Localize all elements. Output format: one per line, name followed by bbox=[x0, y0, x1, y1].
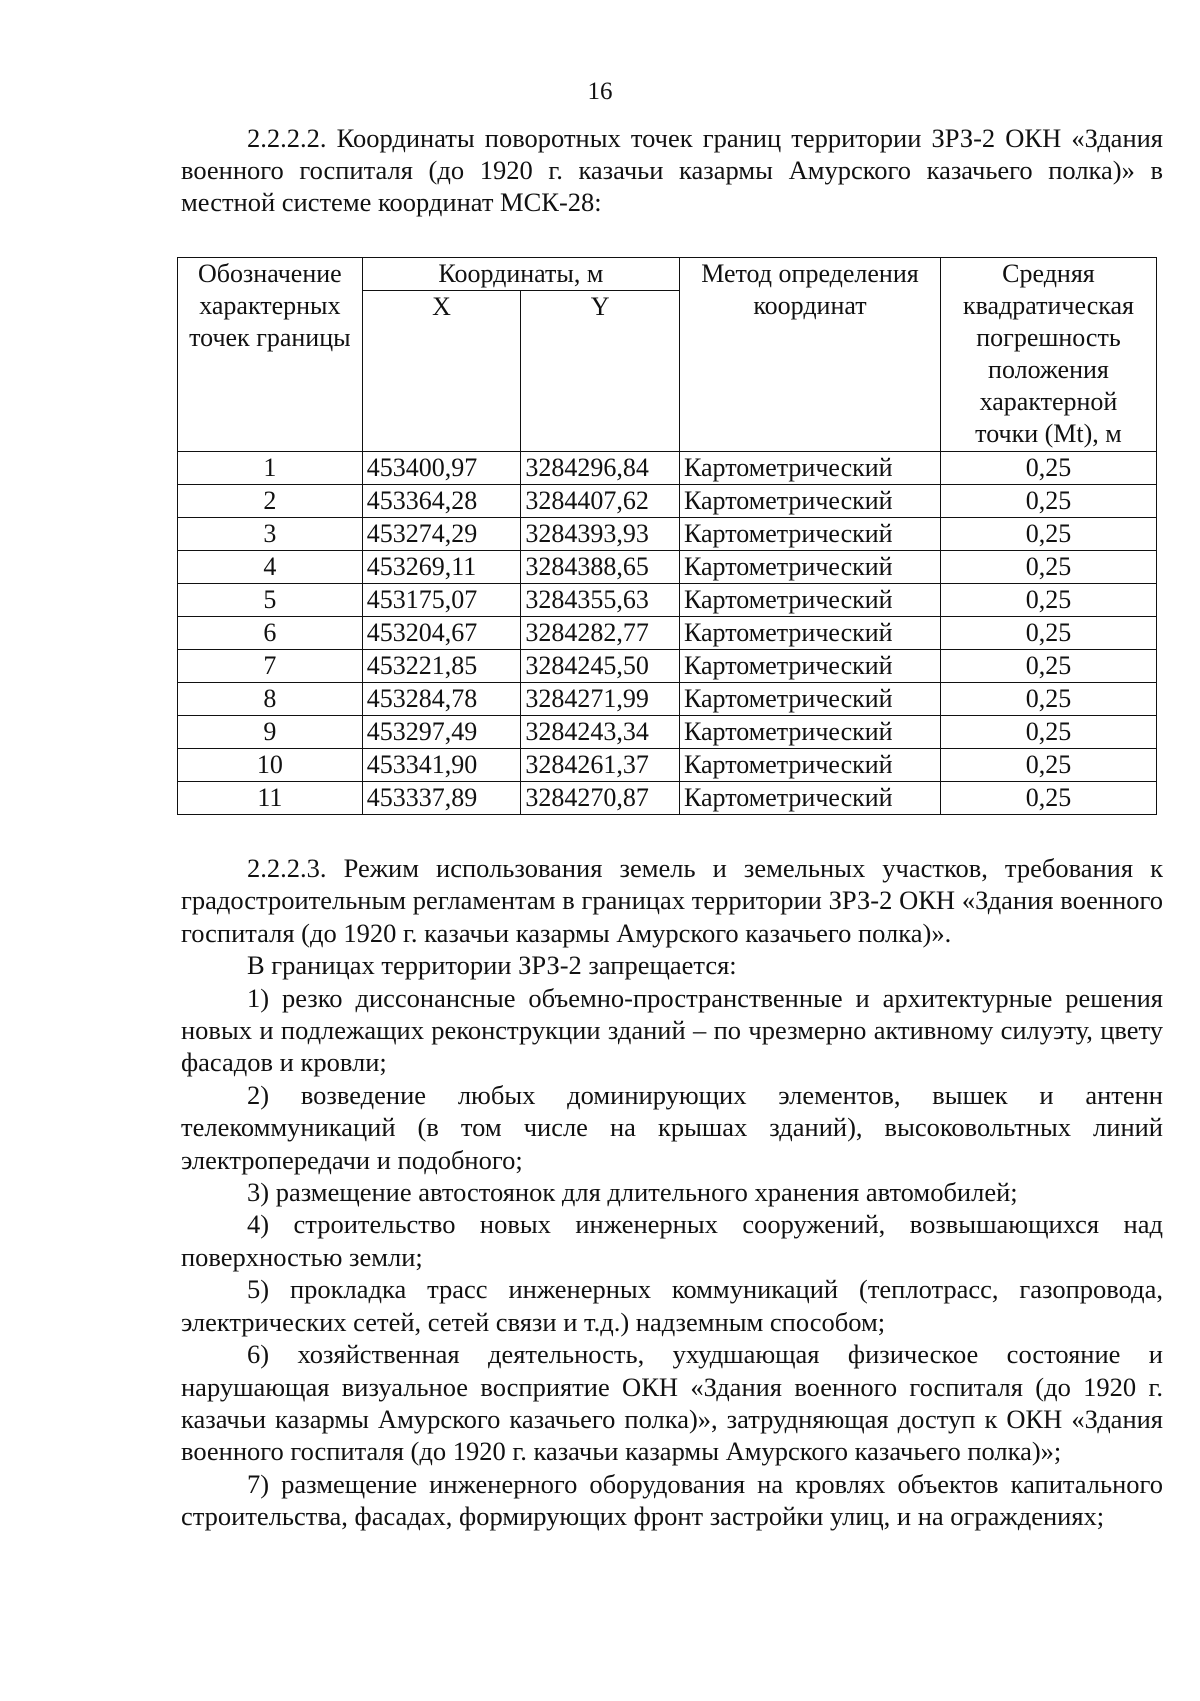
cell-y: 3284282,77 bbox=[521, 617, 680, 650]
regulations-section bbox=[181, 852, 1163, 1533]
cell-error: 0,25 bbox=[940, 683, 1156, 716]
cell-point-id: 6 bbox=[178, 617, 363, 650]
coordinates-table-body bbox=[178, 452, 1157, 815]
header-coordinates: Координаты, м bbox=[362, 258, 679, 291]
cell-point-id: 2 bbox=[178, 485, 363, 518]
cell-method: Картометрический bbox=[680, 683, 941, 716]
header-mean-error: Средняя квадратическая погрешность положения характерной точки (Mt), м bbox=[940, 258, 1156, 452]
cell-point-id: 3 bbox=[178, 518, 363, 551]
cell-error: 0,25 bbox=[940, 551, 1156, 584]
cell-error: 0,25 bbox=[940, 782, 1156, 815]
cell-point-id: 9 bbox=[178, 716, 363, 749]
cell-y: 3284271,99 bbox=[521, 683, 680, 716]
list-item: 6) хозяйственная деятельность, ухудшающая физическое состояние и нарушающая визуальное восприятие ОКН «Здания военного госпиталя (до 1920 г. казачьи казармы Амурского казачьего полка)», затрудняющая доступ к ОКН «Здания военного госпиталя (до 1920 г. казачьи казармы Амурского казачьего полка)»; bbox=[181, 1339, 1163, 1467]
table-row bbox=[178, 749, 1157, 782]
cell-x: 453297,49 bbox=[362, 716, 521, 749]
cell-method: Картометрический bbox=[680, 485, 941, 518]
cell-x: 453274,29 bbox=[362, 518, 521, 551]
cell-point-id: 4 bbox=[178, 551, 363, 584]
cell-x: 453221,85 bbox=[362, 650, 521, 683]
list-item: 4) строительство новых инженерных сооружений, возвышающихся над поверхностью земли; bbox=[181, 1209, 1163, 1272]
cell-method: Картометрический bbox=[680, 584, 941, 617]
cell-error: 0,25 bbox=[940, 650, 1156, 683]
cell-y: 3284261,37 bbox=[521, 749, 680, 782]
prohibitions-list bbox=[181, 982, 1163, 1533]
table-row bbox=[178, 518, 1157, 551]
cell-y: 3284355,63 bbox=[521, 584, 680, 617]
section-heading: 2.2.2.3. Режим использования земель и земельных участков, требования к градостроительным регламентам в границах территории ЗРЗ-2 ОКН «Здания военного госпиталя (до 1920 г. казачьи казармы Амурского казачьего полка)». bbox=[181, 853, 1163, 948]
cell-point-id: 8 bbox=[178, 683, 363, 716]
cell-method: Картометрический bbox=[680, 716, 941, 749]
cell-x: 453337,89 bbox=[362, 782, 521, 815]
cell-method: Картометрический bbox=[680, 650, 941, 683]
cell-x: 453364,28 bbox=[362, 485, 521, 518]
cell-error: 0,25 bbox=[940, 584, 1156, 617]
header-method: Метод определения координат bbox=[680, 258, 941, 452]
cell-point-id: 7 bbox=[178, 650, 363, 683]
cell-error: 0,25 bbox=[940, 485, 1156, 518]
table-row bbox=[178, 485, 1157, 518]
table-row bbox=[178, 452, 1157, 485]
cell-method: Картометрический bbox=[680, 551, 941, 584]
cell-y: 3284393,93 bbox=[521, 518, 680, 551]
cell-y: 3284270,87 bbox=[521, 782, 680, 815]
cell-y: 3284243,34 bbox=[521, 716, 680, 749]
cell-x: 453341,90 bbox=[362, 749, 521, 782]
cell-point-id: 1 bbox=[178, 452, 363, 485]
list-item: 5) прокладка трасс инженерных коммуникаций (теплотрасс, газопровода, электрических сетей, сетей связи и т.д.) надземным способом; bbox=[181, 1274, 1163, 1337]
cell-error: 0,25 bbox=[940, 716, 1156, 749]
cell-y: 3284245,50 bbox=[521, 650, 680, 683]
list-item: 1) резко диссонансные объемно-пространственные и архитектурные решения новых и подлежащих реконструкции зданий – по чрезмерно активному силуэту, цвету фасадов и кровли; bbox=[181, 982, 1163, 1078]
cell-x: 453269,11 bbox=[362, 551, 521, 584]
cell-point-id: 5 bbox=[178, 584, 363, 617]
table-row bbox=[178, 716, 1157, 749]
coordinates-intro-paragraph bbox=[181, 122, 1163, 218]
section-lead: В границах территории ЗРЗ-2 запрещается: bbox=[247, 950, 737, 981]
list-item: 3) размещение автостоянок для длительного хранения автомобилей; bbox=[247, 1177, 1018, 1208]
cell-method: Картометрический bbox=[680, 518, 941, 551]
coordinates-table bbox=[177, 257, 1157, 815]
table-row bbox=[178, 782, 1157, 815]
cell-y: 3284388,65 bbox=[521, 551, 680, 584]
table-row bbox=[178, 551, 1157, 584]
cell-method: Картометрический bbox=[680, 782, 941, 815]
page-number: 16 bbox=[587, 78, 613, 105]
cell-point-id: 11 bbox=[178, 782, 363, 815]
cell-method: Картометрический bbox=[680, 452, 941, 485]
cell-error: 0,25 bbox=[940, 518, 1156, 551]
cell-x: 453284,78 bbox=[362, 683, 521, 716]
table-row bbox=[178, 683, 1157, 716]
intro-text: 2.2.2.2. Координаты поворотных точек границ территории ЗРЗ-2 ОКН «Здания военного госпиталя (до 1920 г. казачьи казармы Амурского казачьего полка)» в местной системе координат МСК-28: bbox=[181, 123, 1163, 217]
cell-y: 3284296,84 bbox=[521, 452, 680, 485]
cell-x: 453175,07 bbox=[362, 584, 521, 617]
header-point-designation: Обозначение характерных точек границы bbox=[178, 258, 363, 452]
cell-method: Картометрический bbox=[680, 617, 941, 650]
cell-point-id: 10 bbox=[178, 749, 363, 782]
cell-x: 453204,67 bbox=[362, 617, 521, 650]
table-row bbox=[178, 584, 1157, 617]
cell-error: 0,25 bbox=[940, 749, 1156, 782]
list-item: 7) размещение инженерного оборудования на кровлях объектов капитального строительства, фасадах, формирующих фронт застройки улиц, и на ограждениях; bbox=[181, 1468, 1163, 1532]
cell-error: 0,25 bbox=[940, 452, 1156, 485]
table-row bbox=[178, 617, 1157, 650]
table-row bbox=[178, 650, 1157, 683]
header-y: Y bbox=[521, 291, 680, 452]
cell-method: Картометрический bbox=[680, 749, 941, 782]
cell-x: 453400,97 bbox=[362, 452, 521, 485]
header-x: X bbox=[362, 291, 521, 452]
cell-error: 0,25 bbox=[940, 617, 1156, 650]
cell-y: 3284407,62 bbox=[521, 485, 680, 518]
list-item: 2) возведение любых доминирующих элементов, вышек и антенн телекоммуникаций (в том числе на крышах зданий), высоковольтных линий электропередачи и подобного; bbox=[181, 1079, 1163, 1175]
